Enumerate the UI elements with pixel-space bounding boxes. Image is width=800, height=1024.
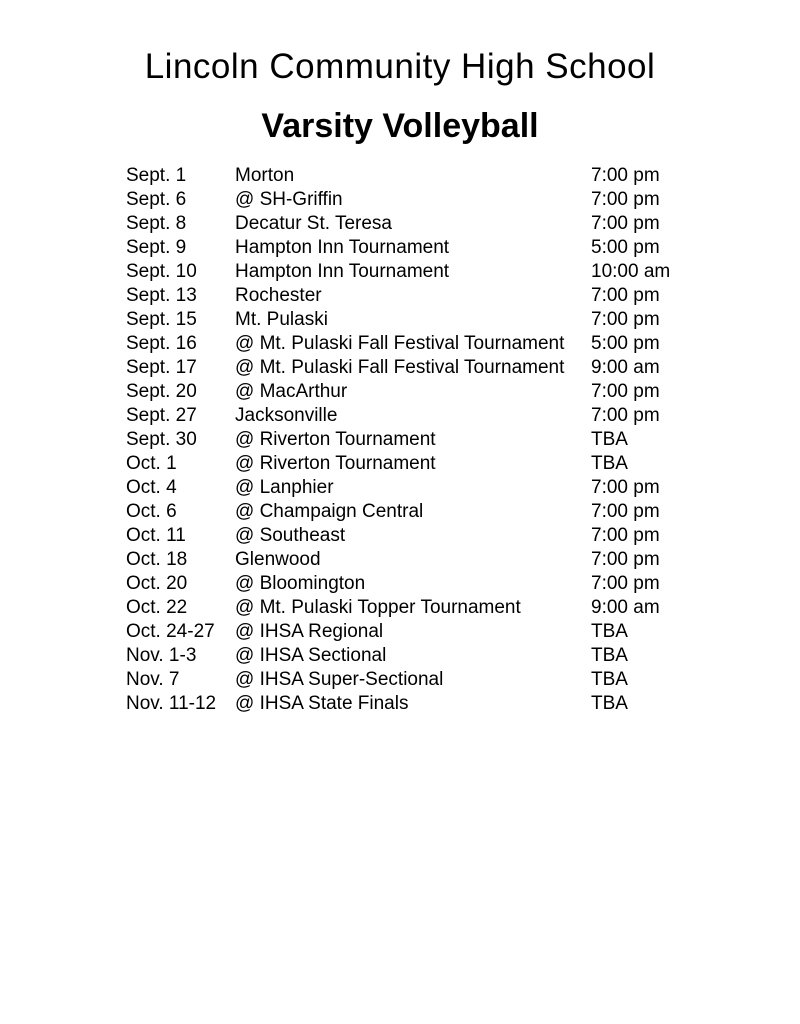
game-opponent: Decatur St. Teresa <box>235 213 393 234</box>
schedule-row <box>126 644 686 668</box>
game-time: 7:00 pm <box>591 525 660 546</box>
schedule-row <box>126 356 686 380</box>
game-opponent: @ IHSA State Finals <box>235 693 409 714</box>
schedule-row <box>126 524 686 548</box>
schedule-row <box>126 596 686 620</box>
game-time: 7:00 pm <box>591 285 660 306</box>
game-time: 7:00 pm <box>591 501 660 522</box>
schedule-row <box>126 476 686 500</box>
game-opponent: Glenwood <box>235 549 321 570</box>
game-opponent: @ IHSA Regional <box>235 621 384 642</box>
school-name-title: Lincoln Community High School <box>144 47 656 86</box>
game-time: 7:00 pm <box>591 213 660 234</box>
schedule-row <box>126 692 686 716</box>
game-schedule-table <box>126 164 686 716</box>
game-date: Sept. 17 <box>126 357 197 378</box>
game-date: Oct. 24-27 <box>126 621 215 642</box>
game-opponent: Jacksonville <box>235 405 338 426</box>
game-opponent: @ MacArthur <box>235 381 348 402</box>
game-opponent: @ Lanphier <box>235 477 334 498</box>
game-date: Oct. 22 <box>126 597 188 618</box>
schedule-row <box>126 212 686 236</box>
schedule-row <box>126 188 686 212</box>
game-opponent: Hampton Inn Tournament <box>235 237 450 258</box>
game-time: TBA <box>591 453 628 474</box>
game-date: Oct. 1 <box>126 453 177 474</box>
game-time: 7:00 pm <box>591 405 660 426</box>
schedule-row <box>126 572 686 596</box>
game-time: TBA <box>591 429 628 450</box>
schedule-row <box>126 164 686 188</box>
game-time: 9:00 am <box>591 357 660 378</box>
game-opponent: @ Riverton Tournament <box>235 453 436 474</box>
game-time: 7:00 pm <box>591 381 660 402</box>
game-opponent: @ IHSA Super-Sectional <box>235 669 444 690</box>
game-date: Sept. 15 <box>126 309 197 330</box>
game-time: 7:00 pm <box>591 549 660 570</box>
game-opponent: Mt. Pulaski <box>235 309 328 330</box>
game-opponent: @ SH-Griffin <box>235 189 343 210</box>
game-time: 7:00 pm <box>591 477 660 498</box>
schedule-row <box>126 332 686 356</box>
game-time: 7:00 pm <box>591 165 660 186</box>
game-time: 10:00 am <box>591 261 671 282</box>
game-time: 7:00 pm <box>591 573 660 594</box>
schedule-row <box>126 668 686 692</box>
game-time: 5:00 pm <box>591 333 660 354</box>
schedule-row <box>126 404 686 428</box>
game-time: TBA <box>591 621 628 642</box>
game-date: Sept. 10 <box>126 261 197 282</box>
game-date: Oct. 4 <box>126 477 177 498</box>
game-opponent: Morton <box>235 165 295 186</box>
game-time: 7:00 pm <box>591 189 660 210</box>
game-date: Sept. 13 <box>126 285 197 306</box>
game-date: Nov. 11-12 <box>126 693 217 714</box>
schedule-row <box>126 452 686 476</box>
team-name-subtitle: Varsity Volleyball <box>261 107 539 145</box>
schedule-row <box>126 620 686 644</box>
game-opponent: @ Champaign Central <box>235 501 424 522</box>
schedule-row <box>126 236 686 260</box>
schedule-row <box>126 380 686 404</box>
schedule-row <box>126 308 686 332</box>
game-time: 7:00 pm <box>591 309 660 330</box>
game-date: Sept. 27 <box>126 405 197 426</box>
game-opponent: @ Mt. Pulaski Topper Tournament <box>235 597 521 618</box>
schedule-row <box>126 500 686 524</box>
schedule-row <box>126 260 686 284</box>
game-date: Sept. 20 <box>126 381 197 402</box>
game-time: TBA <box>591 669 628 690</box>
game-opponent: @ Mt. Pulaski Fall Festival Tournament <box>235 357 565 378</box>
game-opponent: @ Southeast <box>235 525 346 546</box>
game-date: Nov. 7 <box>126 669 180 690</box>
game-opponent: @ Bloomington <box>235 573 366 594</box>
game-opponent: Hampton Inn Tournament <box>235 261 450 282</box>
game-date: Oct. 18 <box>126 549 188 570</box>
game-opponent: @ Riverton Tournament <box>235 429 436 450</box>
game-opponent: Rochester <box>235 285 322 306</box>
game-time: TBA <box>591 645 628 666</box>
game-date: Oct. 11 <box>126 525 186 546</box>
game-date: Sept. 16 <box>126 333 197 354</box>
game-date: Sept. 30 <box>126 429 197 450</box>
game-time: 5:00 pm <box>591 237 660 258</box>
game-date: Sept. 1 <box>126 165 187 186</box>
game-time: 9:00 am <box>591 597 660 618</box>
game-opponent: @ IHSA Sectional <box>235 645 387 666</box>
game-date: Sept. 8 <box>126 213 187 234</box>
schedule-row <box>126 284 686 308</box>
game-date: Sept. 6 <box>126 189 187 210</box>
game-date: Nov. 1-3 <box>126 645 197 666</box>
game-date: Sept. 9 <box>126 237 187 258</box>
game-opponent: @ Mt. Pulaski Fall Festival Tournament <box>235 333 565 354</box>
game-date: Oct. 6 <box>126 501 177 522</box>
schedule-row <box>126 548 686 572</box>
schedule-row <box>126 428 686 452</box>
game-date: Oct. 20 <box>126 573 188 594</box>
game-time: TBA <box>591 693 628 714</box>
